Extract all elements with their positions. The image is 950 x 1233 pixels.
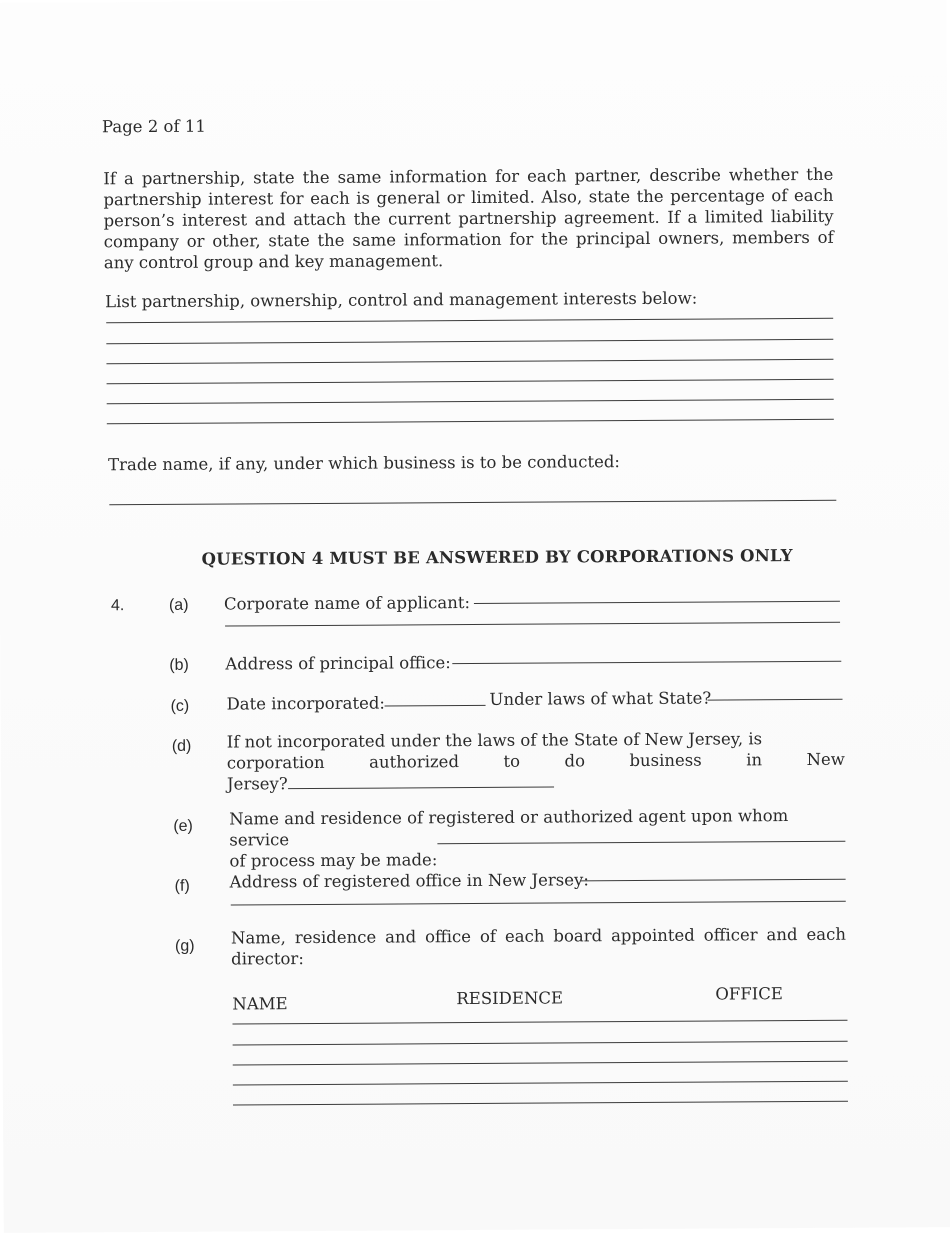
partnership-instructions: If a partnership, state the same information for each partner, describe whether the partnership interest for each is general or limited. Also, state the percentage of each person’s interest and attach the current partnership agreement. If a limited liability company or other, state the same information for the principal owners, members of any control group and key management. bbox=[103, 164, 834, 273]
interests-label: List partnership, ownership, control and management interests below: bbox=[105, 288, 698, 312]
state-of-incorporation-line[interactable] bbox=[708, 699, 843, 701]
principal-office-line[interactable] bbox=[452, 661, 841, 664]
corporate-name-line-1[interactable] bbox=[474, 601, 840, 604]
date-incorporated-line[interactable] bbox=[385, 705, 486, 707]
d-line-3-text: Jersey? bbox=[226, 774, 288, 794]
column-office-header: OFFICE bbox=[715, 984, 784, 1004]
trade-name-label: Trade name, if any, under which business is to be conducted: bbox=[108, 452, 620, 475]
d-word: to bbox=[503, 751, 521, 771]
officers-table-line-2[interactable] bbox=[233, 1041, 848, 1046]
item-letter-e: (e) bbox=[173, 817, 193, 835]
g-line-2: director: bbox=[231, 949, 304, 969]
not-nj-incorporated-text bbox=[227, 728, 845, 795]
interests-line-3[interactable] bbox=[106, 359, 833, 364]
item-letter-g: (g) bbox=[174, 937, 195, 955]
interests-line-2[interactable] bbox=[106, 339, 833, 344]
d-word: authorized bbox=[369, 752, 460, 772]
g-line-1: Name, residence and office of each board appointed officer and each bbox=[230, 924, 847, 948]
corporate-name-label: Corporate name of applicant: bbox=[223, 593, 471, 614]
item-letter-a: (a) bbox=[168, 596, 189, 614]
e-line-1: Name and residence of registered or authorized agent upon whom service bbox=[229, 806, 789, 850]
interests-line-5[interactable] bbox=[107, 399, 834, 404]
registered-office-line-1[interactable] bbox=[581, 879, 846, 882]
officers-table-line-1[interactable] bbox=[232, 1020, 847, 1025]
e-line-2 bbox=[229, 847, 845, 872]
officers-directors-text bbox=[231, 924, 846, 970]
state-of-incorporation-label: Under laws of what State? bbox=[489, 688, 712, 709]
d-line-3 bbox=[227, 770, 845, 795]
corporate-name-line-2[interactable] bbox=[225, 622, 840, 627]
nj-authorized-line[interactable] bbox=[288, 786, 554, 790]
d-word: do bbox=[564, 751, 586, 771]
column-residence-header: RESIDENCE bbox=[456, 988, 564, 1009]
registered-office-label: Address of registered office in New Jersey: bbox=[229, 870, 589, 892]
d-line-1-text: If not incorporated under the laws of the State of New Jersey, is bbox=[226, 729, 763, 752]
d-word: in bbox=[746, 750, 763, 770]
item-letter-f: (f) bbox=[174, 877, 190, 895]
d-word: business bbox=[629, 750, 702, 771]
interests-line-6[interactable] bbox=[107, 419, 834, 424]
registered-agent-text bbox=[229, 805, 845, 872]
trade-name-line[interactable] bbox=[109, 500, 836, 505]
d-word: corporation bbox=[226, 752, 325, 773]
officers-table-line-4[interactable] bbox=[233, 1081, 848, 1086]
question-number: 4. bbox=[110, 597, 125, 615]
officers-table-line-5[interactable] bbox=[233, 1101, 848, 1106]
d-word: New bbox=[806, 749, 845, 769]
e-line-2-text: of process may be made: bbox=[229, 850, 438, 871]
d-line-2 bbox=[227, 749, 845, 774]
principal-office-label: Address of principal office: bbox=[225, 653, 451, 674]
interests-line-4[interactable] bbox=[107, 379, 834, 384]
page-number: Page 2 of 11 bbox=[101, 116, 206, 137]
item-letter-b: (b) bbox=[169, 656, 189, 674]
item-letter-c: (c) bbox=[170, 697, 190, 715]
date-incorporated-label: Date incorporated: bbox=[226, 693, 386, 714]
item-letter-d: (d) bbox=[171, 737, 192, 755]
officers-table-line-3[interactable] bbox=[233, 1061, 848, 1066]
question4-heading: QUESTION 4 MUST BE ANSWERED BY CORPORATIONS ONLY bbox=[201, 546, 793, 569]
column-name-header: NAME bbox=[232, 994, 288, 1014]
registered-office-line-2[interactable] bbox=[231, 901, 846, 906]
interests-line-1[interactable] bbox=[106, 318, 833, 323]
